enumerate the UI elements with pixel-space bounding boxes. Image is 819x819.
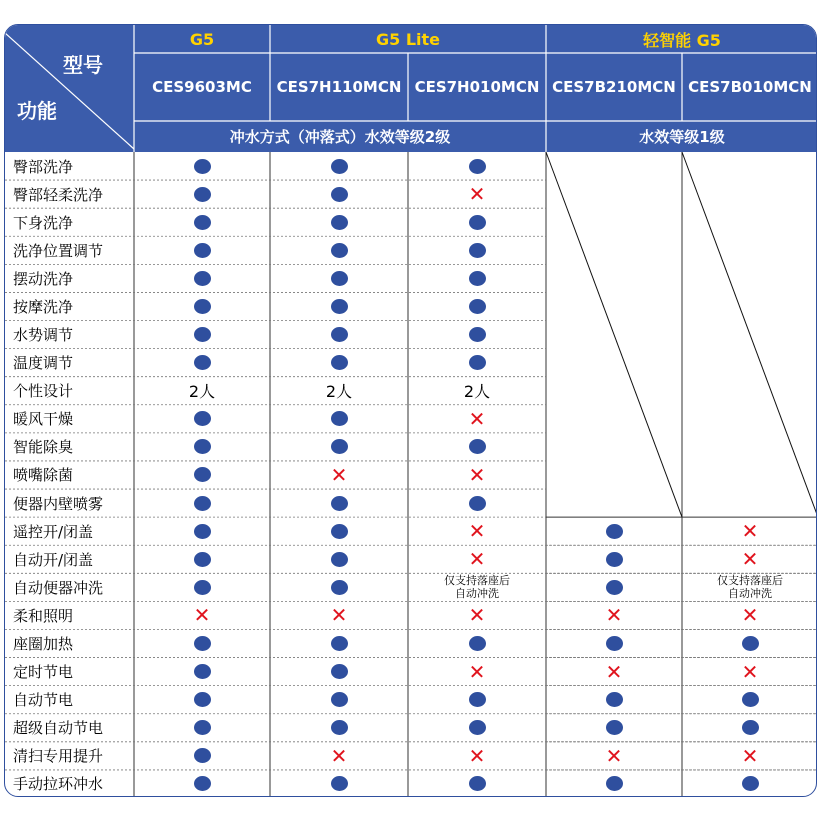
feature-label: 手动拉环冲水: [13, 775, 104, 794]
series-g5: G5: [189, 29, 215, 49]
flush-note-level1: 水效等级1级: [639, 128, 725, 146]
table-grid: [5, 25, 817, 797]
feature-label: 个性设计: [13, 382, 74, 401]
feature-label: 喷嘴除菌: [13, 466, 74, 485]
not-supported-cross-icon: ✕: [741, 743, 759, 768]
not-supported-cross-icon: ✕: [468, 519, 486, 544]
feature-label: 便器内壁喷雾: [13, 494, 104, 513]
not-applicable-diagonal: [546, 152, 682, 517]
not-applicable-diagonal: [682, 152, 817, 517]
model-ces7h110mcn: CES7H110MCN: [276, 78, 402, 96]
model-ces9603mc: CES9603MC: [152, 78, 252, 96]
feature-label: 超级自动节电: [13, 719, 104, 738]
not-supported-cross-icon: ✕: [193, 603, 211, 628]
feature-label: 摆动洗净: [13, 269, 74, 288]
not-supported-cross-icon: ✕: [741, 603, 759, 628]
cell-note: 仅支持落座后 自动冲洗: [717, 574, 783, 601]
not-supported-cross-icon: ✕: [468, 659, 486, 684]
model-ces7h010mcn: CES7H010MCN: [414, 78, 540, 96]
feature-header-label: 功能: [17, 99, 57, 123]
corner-diagonal: [5, 33, 134, 149]
feature-label: 洗净位置调节: [13, 241, 104, 260]
feature-label: 水势调节: [13, 326, 74, 345]
not-supported-cross-icon: ✕: [468, 547, 486, 572]
feature-label: 自动便器冲洗: [13, 578, 104, 597]
model-ces7b010mcn: CES7B010MCN: [688, 78, 812, 96]
not-supported-cross-icon: ✕: [468, 406, 486, 431]
feature-label: 按摩洗净: [13, 297, 74, 316]
not-supported-cross-icon: ✕: [330, 603, 348, 628]
feature-label: 臀部轻柔洗净: [13, 185, 104, 204]
not-supported-cross-icon: ✕: [741, 547, 759, 572]
feature-label: 智能除臭: [13, 438, 74, 457]
feature-label: 柔和照明: [13, 606, 74, 625]
not-supported-cross-icon: ✕: [605, 659, 623, 684]
feature-label: 自动开/闭盖: [13, 550, 94, 569]
feature-label: 臀部洗净: [13, 157, 74, 176]
not-supported-cross-icon: ✕: [468, 743, 486, 768]
flush-note-level2: 冲水方式（冲落式）水效等级2级: [229, 128, 451, 146]
not-supported-cross-icon: ✕: [741, 659, 759, 684]
not-supported-cross-icon: ✕: [468, 462, 486, 487]
not-supported-cross-icon: ✕: [330, 743, 348, 768]
cell-text: 2人: [463, 382, 491, 402]
feature-label: 温度调节: [13, 354, 74, 373]
cell-text: 2人: [188, 382, 216, 402]
series-smart-g5: 轻智能 G5: [643, 30, 721, 50]
feature-label: 遥控开/闭盖: [13, 522, 94, 541]
cell-note: 仅支持落座后 自动冲洗: [444, 574, 510, 601]
feature-label: 自动节电: [13, 691, 74, 710]
comparison-table: [4, 24, 817, 797]
not-supported-cross-icon: ✕: [330, 462, 348, 487]
model-header-label: 型号: [63, 53, 103, 77]
feature-label: 清扫专用提升: [13, 747, 104, 766]
feature-label: 定时节电: [13, 663, 74, 682]
feature-label: 暖风干燥: [13, 410, 74, 429]
series-g5-lite: G5 Lite: [375, 29, 440, 49]
feature-label: 座圈加热: [13, 635, 74, 653]
not-supported-cross-icon: ✕: [605, 603, 623, 628]
not-supported-cross-icon: ✕: [468, 182, 486, 207]
not-supported-cross-icon: ✕: [605, 743, 623, 768]
not-supported-cross-icon: ✕: [468, 603, 486, 628]
model-ces7b210mcn: CES7B210MCN: [552, 78, 676, 96]
feature-label: 下身洗净: [13, 213, 74, 232]
cell-text: 2人: [325, 382, 353, 402]
not-supported-cross-icon: ✕: [741, 519, 759, 544]
